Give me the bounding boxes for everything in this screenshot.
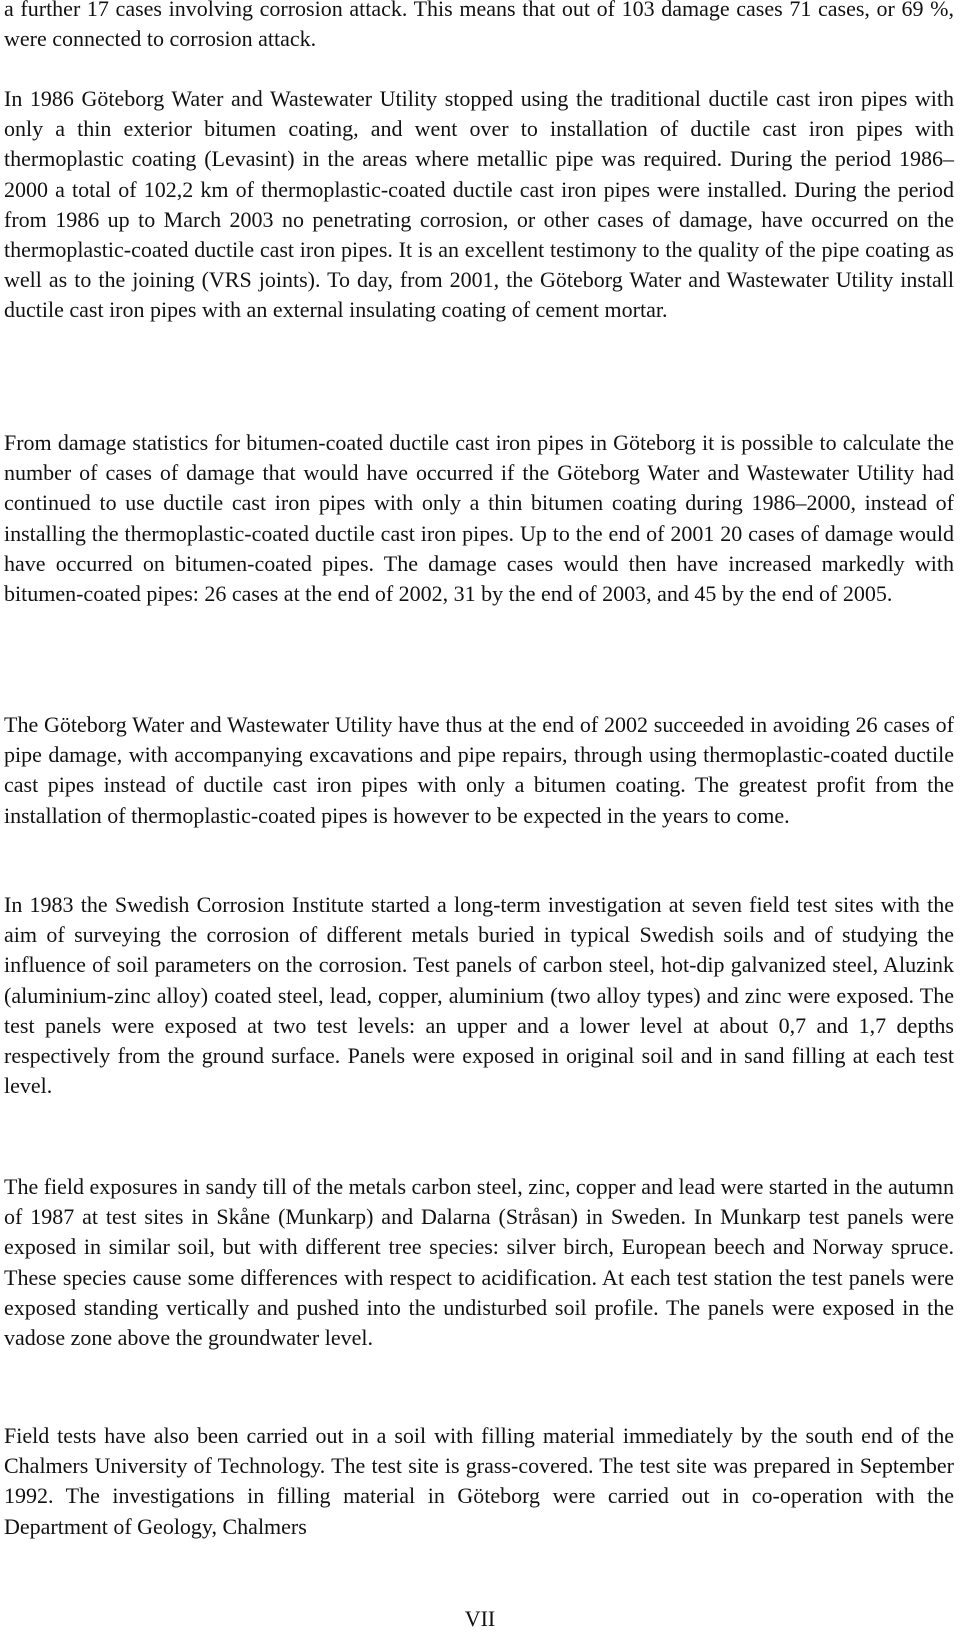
- page-number: VII: [464, 1606, 496, 1631]
- paragraph-field-exposures: The field exposures in sandy till of the metals carbon steel, zinc, copper and lead were started in the autumn of 1987 at test sites in Skåne (Munkarp) and Dalarna (Stråsan) in Sweden. In Munkarp test panels were exposed in similar soil, but with different tree species: silver birch, European beech and Norway spruce. These species cause some differences with respect to acidification. At each test station the test panels were exposed standing vertically and pushed into the undisturbed soil profile. The panels were exposed in the vadose zone above the groundwater level.: [4, 1174, 954, 1351]
- paragraph-avoided-damage: The Göteborg Water and Wastewater Utility have thus at the end of 2002 succeeded in avoiding 26 cases of pipe damage, with accompanying excavations and pipe repairs, through using thermoplastic-coated ductile cast pipes instead of ductile cast iron pipes with only a bitumen coating. The greatest profit from the installation of thermoplastic-coated pipes is however to be expected in the years to come.: [4, 712, 954, 828]
- paragraph-field-tests-chalmers: Field tests have also been carried out in a soil with filling material immediately by the south end of the Chalmers University of Technology. The test site is grass-covered. The test site was prepared in September 1992. The investigations in filling material in Göteborg were carried out in co-operation with the Department of Geology, Chalmers: [4, 1423, 954, 1539]
- paragraph-continued-corrosion-cases: a further 17 cases involving corrosion attack. This means that out of 103 damage cases 71 cases, or 69 %, were connected to corrosion attack.: [4, 0, 954, 52]
- paragraph-thermoplastic-coating: In 1986 Göteborg Water and Wastewater Utility stopped using the traditional ductile cast iron pipes with only a thin exterior bitumen coating, and went over to installation of ductile cast iron pipes with thermoplastic coating (Levasint) in the areas where metallic pipe was required. During the period 1986–2000 a total of 102,2 km of thermoplastic-coated ductile cast iron pipes were installed. During the period from 1986 up to March 2003 no penetrating corrosion, or other cases of damage, have occurred on the thermoplastic-coated ductile cast iron pipes. It is an excellent testimony to the quality of the pipe coating as well as to the joining (VRS joints). To day, from 2001, the Göteborg Water and Wastewater Utility install ductile cast iron pipes with an external insulating coating of cement mortar.: [4, 86, 954, 323]
- paragraph-damage-statistics: From damage statistics for bitumen-coated ductile cast iron pipes in Göteborg it is possible to calculate the number of cases of damage that would have occurred if the Göteborg Water and Wastewater Utility had continued to use ductile cast iron pipes with only a thin bitumen coating during 1986–2000, instead of installing the thermoplastic-coated ductile cast iron pipes. Up to the end of 2001 20 cases of damage would have occurred on bitumen-coated pipes. The damage cases would then have increased markedly with bitumen-coated pipes: 26 cases at the end of 2002, 31 by the end of 2003, and 45 by the end of 2005.: [4, 430, 954, 607]
- paragraph-corrosion-institute: In 1983 the Swedish Corrosion Institute started a long-term investigation at seven field test sites with the aim of surveying the corrosion of different metals buried in typical Swedish soils and of studying the influence of soil parameters on the corrosion. Test panels of carbon steel, hot-dip galvanized steel, Aluzink (aluminium-zinc alloy) coated steel, lead, copper, aluminium (two alloy types) and zinc were exposed. The test panels were exposed at two test levels: an upper and a lower level at about 0,7 and 1,7 depths respectively from the ground surface. Panels were exposed in original soil and in sand filling at each test level.: [4, 892, 954, 1099]
